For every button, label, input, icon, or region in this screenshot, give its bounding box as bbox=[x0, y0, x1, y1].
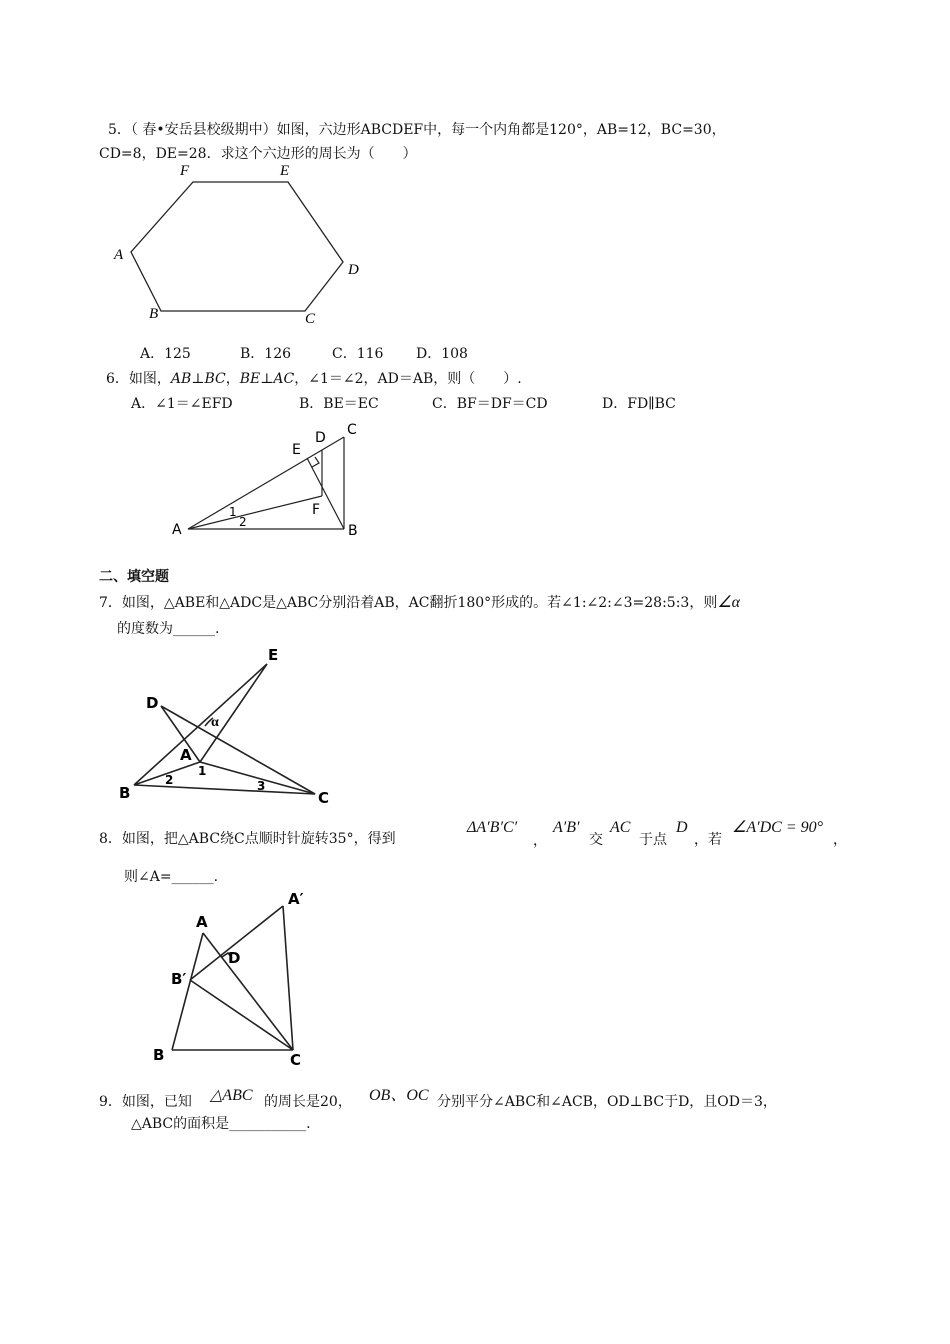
hex-label-f: F bbox=[180, 163, 190, 179]
q6-angle-2: 2 bbox=[239, 515, 247, 529]
q9-mid: 的周长是20， bbox=[264, 1094, 352, 1110]
q5-line2: CD=8，DE=28．求这个六边形的周长为（ ） bbox=[99, 146, 417, 162]
hex-label-a: A bbox=[114, 247, 124, 263]
q8-end: ， bbox=[833, 832, 847, 848]
q7-alpha: ∠α bbox=[717, 594, 741, 611]
q6-label-c: C bbox=[347, 422, 357, 438]
q8-ruo: ，若 bbox=[694, 832, 722, 848]
q8-point-d: D bbox=[676, 819, 688, 836]
q6-cond1: AB⊥BC bbox=[170, 371, 226, 387]
q8-line-ba bbox=[172, 933, 203, 1050]
q8-label-ap: A′ bbox=[288, 890, 304, 908]
q8-label-b: B bbox=[153, 1046, 165, 1064]
section-2-title: 二、填空题 bbox=[99, 569, 169, 585]
q8-label-a: A bbox=[196, 913, 208, 931]
q9-pre: 9．如图，已知 bbox=[99, 1094, 192, 1110]
q8-angle: ∠A′DC = 90° bbox=[732, 819, 824, 836]
q6-label-b: B bbox=[348, 523, 358, 539]
q9-line2: △ABC的面积是___________. bbox=[131, 1116, 311, 1132]
q5-option-b: B．126 bbox=[240, 346, 292, 362]
q8-seg1: A′B′ bbox=[553, 819, 580, 836]
q9-segs: OB、OC bbox=[369, 1087, 429, 1104]
q6-option-b: B．BE＝EC bbox=[299, 396, 379, 412]
q6-label-d: D bbox=[315, 430, 326, 446]
q7-angle-2: 2 bbox=[165, 773, 174, 787]
q6-option-a: A．∠1＝∠EFD bbox=[131, 396, 233, 412]
q5-option-c: C．116 bbox=[332, 346, 384, 362]
q8-label-c: C bbox=[290, 1051, 302, 1069]
q6-cond2: BE⊥AC bbox=[239, 371, 295, 387]
q9-post: 分别平分∠ABC和∠ACB，OD⊥BC于D，且OD＝3， bbox=[437, 1094, 777, 1110]
hex-label-b: B bbox=[149, 306, 159, 322]
hex-label-c: C bbox=[305, 311, 316, 327]
q8-seg2: AC bbox=[610, 819, 631, 836]
q5-line1: 5．（ 春•安岳县校级期中）如图，六边形ABCDEF中，每一个内角都是120°，AB=12，BC=30， bbox=[108, 122, 726, 138]
q7-label-a: A bbox=[180, 746, 192, 764]
q8-line-apc bbox=[283, 906, 293, 1050]
q7-label-c: C bbox=[318, 789, 330, 807]
q6-angle-1: 1 bbox=[229, 505, 237, 519]
q6-option-c: C．BF＝DF＝CD bbox=[432, 396, 548, 412]
q6-pre: 6．如图， bbox=[106, 371, 171, 387]
q6-option-d: D．FD∥BC bbox=[602, 396, 676, 412]
q7-angle-1: 1 bbox=[198, 764, 207, 778]
hex-label-e: E bbox=[280, 163, 290, 179]
q7-text: 7．如图，△ABE和△ADC是△ABC分别沿着AB，AC翻折180°形成的。若∠1:∠2:∠3=28:5:3，则 bbox=[99, 595, 718, 611]
q8-yudian: 于点 bbox=[639, 832, 667, 848]
q6-sep: ， bbox=[225, 371, 240, 387]
q8-jiao: 交 bbox=[589, 832, 603, 848]
q5-option-d: D．108 bbox=[416, 346, 468, 362]
q7-label-b: B bbox=[119, 784, 131, 802]
q8-line-bpc bbox=[190, 980, 293, 1050]
q7-line2: 的度数为______. bbox=[117, 621, 220, 637]
q6-post: ，∠1＝∠2，AD＝AB，则（ ）. bbox=[294, 371, 522, 387]
q6-label-e: E bbox=[292, 442, 301, 458]
q8-label-d: D bbox=[228, 949, 241, 967]
q7-alpha-label: α bbox=[211, 715, 219, 730]
q8-pre: 8．如图，把△ABC绕C点顺时针旋转35°，得到 bbox=[99, 831, 396, 847]
hex-label-d: D bbox=[348, 262, 359, 278]
q7-angle-3: 3 bbox=[257, 779, 266, 793]
q8-label-bp: B′ bbox=[171, 970, 187, 988]
q8-comma: ， bbox=[533, 833, 547, 849]
q6-label-f: F bbox=[312, 502, 321, 518]
q5-option-a: A．125 bbox=[140, 346, 191, 362]
q8-line-ac bbox=[203, 933, 293, 1050]
q7-label-e: E bbox=[268, 646, 279, 664]
q8-line2: 则∠A=______. bbox=[124, 869, 219, 885]
q6-label-a: A bbox=[172, 522, 182, 538]
q7-label-d: D bbox=[146, 694, 159, 712]
q9-tri: △ABC bbox=[210, 1087, 253, 1104]
q8-tri: ΔA′B′C′ bbox=[467, 819, 518, 836]
